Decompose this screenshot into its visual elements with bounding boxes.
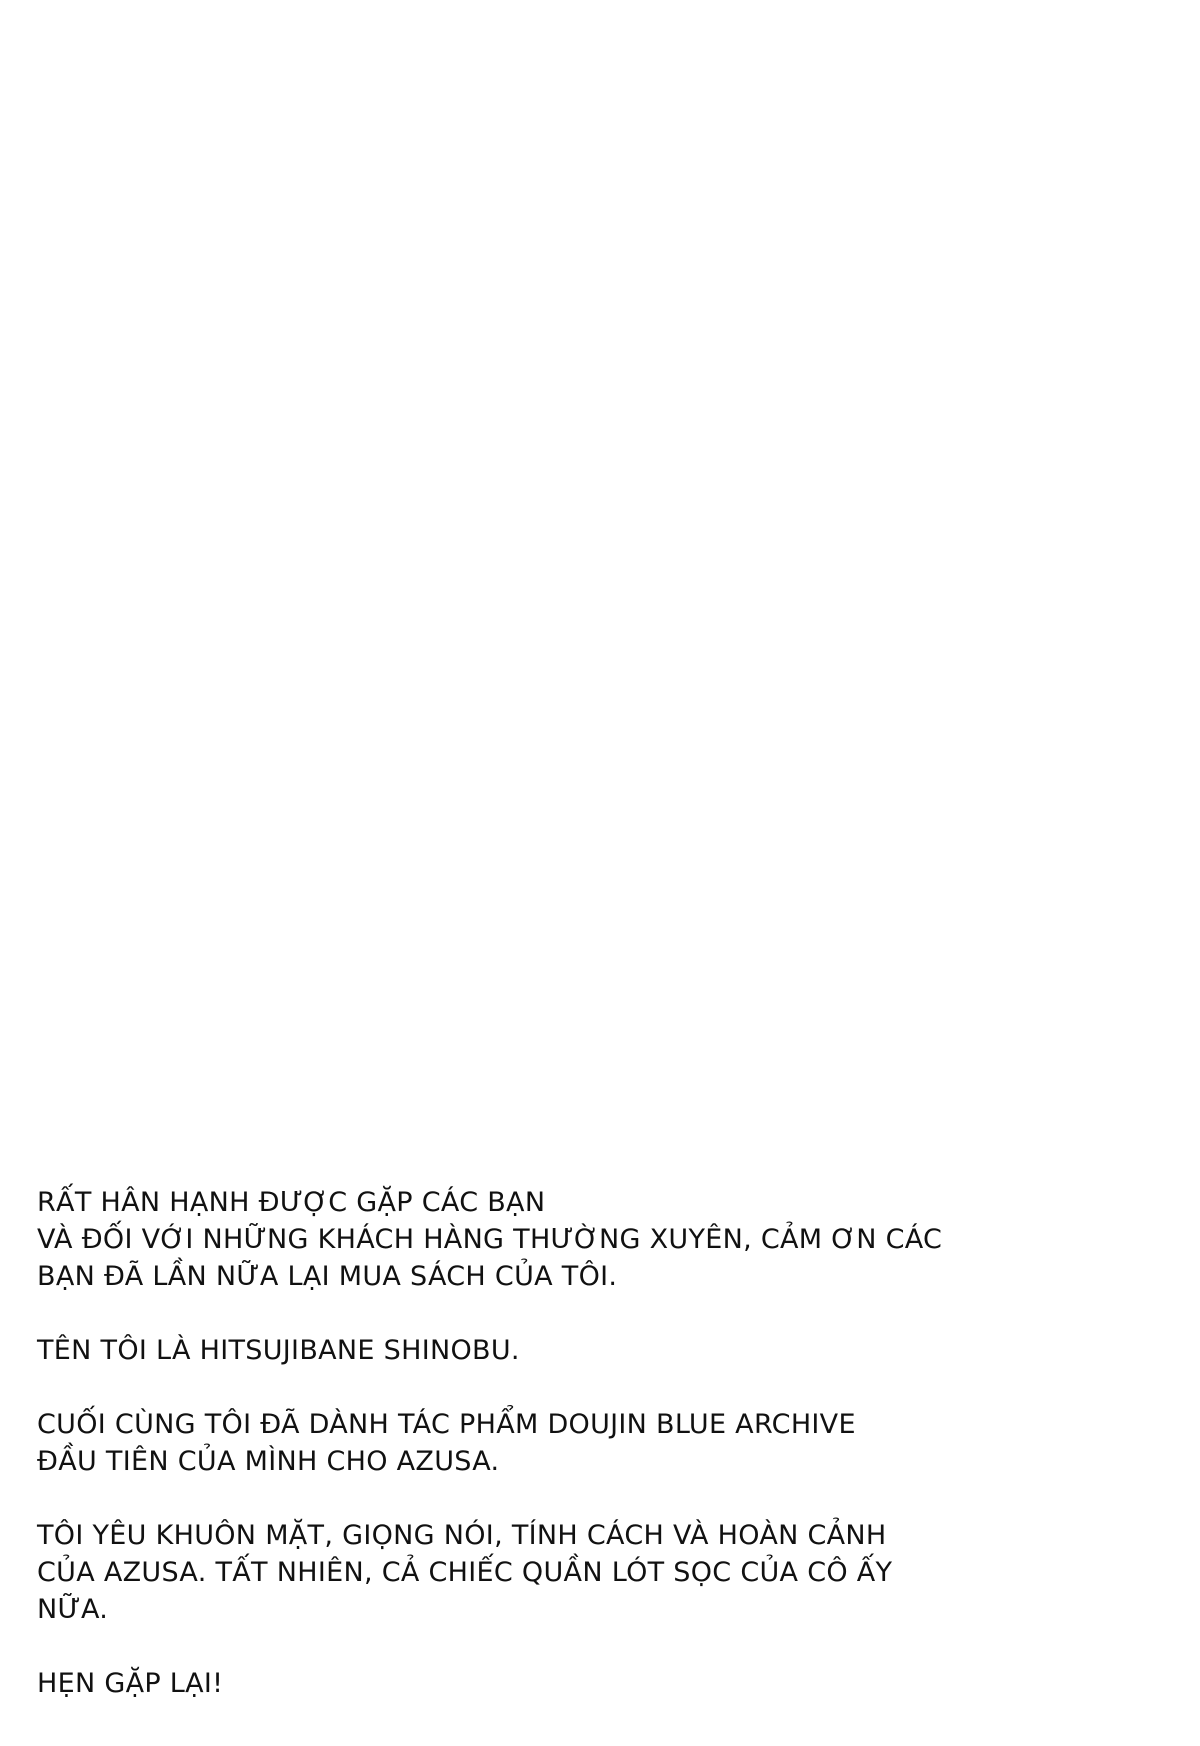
afterword-paragraph-greeting bbox=[37, 1184, 943, 1295]
afterword-line: BẠN ĐÃ LẦN NỮA LẠI MUA SÁCH CỦA TÔI. bbox=[37, 1261, 618, 1292]
afterword-line: TÔI YÊU KHUÔN MẶT, GIỌNG NÓI, TÍNH CÁCH VÀ HOÀN CẢNH bbox=[37, 1520, 887, 1551]
afterword-line: RẤT HÂN HẠNH ĐƯỢC GẶP CÁC BẠN bbox=[37, 1187, 546, 1218]
afterword-line: HẸN GẶP LẠI! bbox=[37, 1668, 224, 1699]
afterword-text-block bbox=[37, 1184, 943, 1739]
afterword-paragraph-work bbox=[37, 1406, 937, 1480]
afterword-line: VÀ ĐỐI VỚI NHỮNG KHÁCH HÀNG THƯỜNG XUYÊN, CẢM ƠN CÁC bbox=[37, 1224, 943, 1255]
afterword-paragraph-love bbox=[37, 1517, 937, 1628]
afterword-paragraph-name bbox=[37, 1332, 937, 1369]
afterword-line: NỮA. bbox=[37, 1594, 109, 1625]
afterword-line: CỦA AZUSA. TẤT NHIÊN, CẢ CHIẾC QUẦN LÓT SỌC CỦA CÔ ẤY bbox=[37, 1557, 893, 1588]
afterword-paragraph-farewell bbox=[37, 1665, 937, 1702]
afterword-line: ĐẦU TIÊN CỦA MÌNH CHO AZUSA. bbox=[37, 1446, 500, 1477]
afterword-line: CUỐI CÙNG TÔI ĐÃ DÀNH TÁC PHẨM DOUJIN BLUE ARCHIVE bbox=[37, 1409, 856, 1440]
afterword-line: TÊN TÔI LÀ HITSUJIBANE SHINOBU. bbox=[37, 1335, 520, 1366]
